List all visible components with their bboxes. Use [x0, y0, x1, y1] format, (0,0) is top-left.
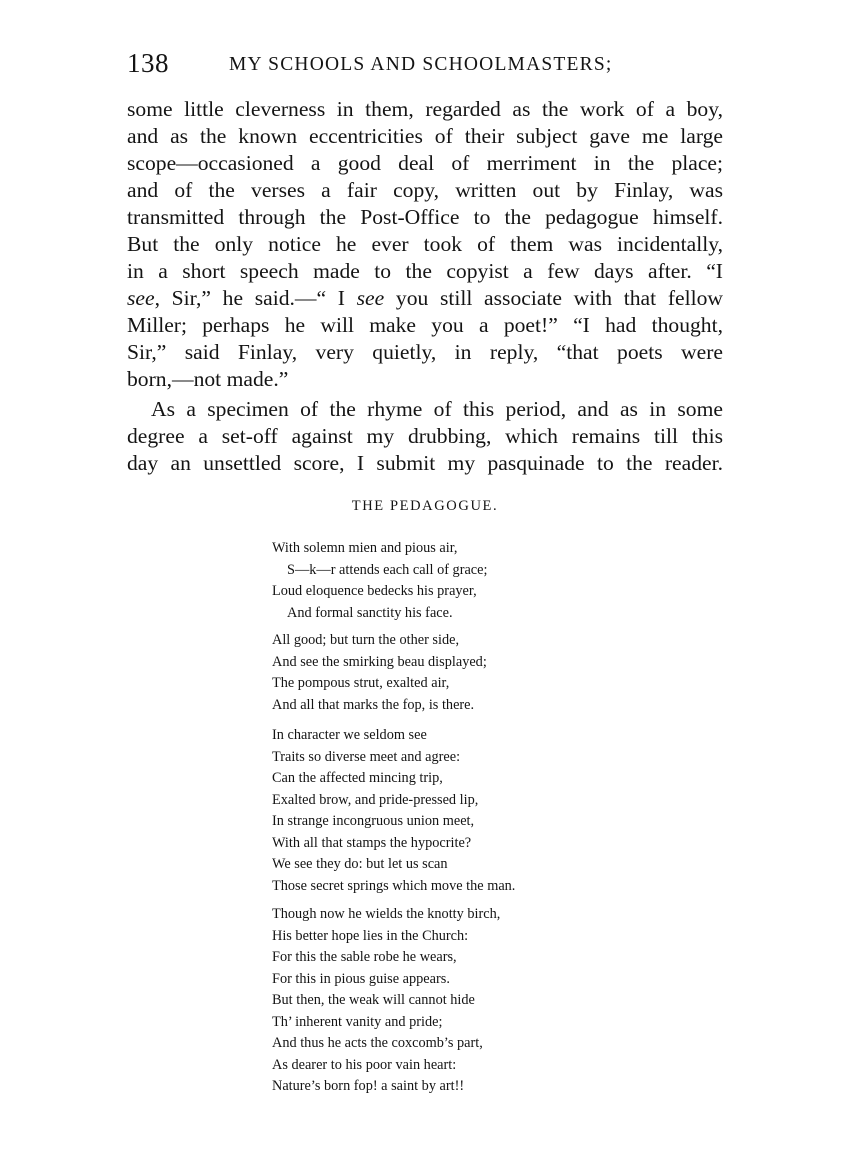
running-title: MY SCHOOLS AND SCHOOLMASTERS;	[229, 54, 613, 75]
poem-stanza	[272, 538, 487, 624]
poem-stanza	[272, 904, 500, 1098]
verse-line: The pompous strut, exalted air,	[272, 675, 450, 691]
verse-line: For this the sable robe he wears,	[272, 949, 457, 965]
verse-line: With all that stamps the hypocrite?	[272, 834, 472, 851]
page-number: 138	[127, 48, 169, 78]
verse-line: Traits so diverse meet and agree:	[272, 748, 461, 765]
verse-line: Th’ inherent vanity and pride;	[272, 1013, 443, 1030]
text-line: born,—not made.”	[127, 367, 289, 391]
verse-line: As dearer to his poor vain heart:	[272, 1056, 457, 1073]
poem-stanza	[272, 630, 487, 716]
running-header	[127, 48, 722, 80]
text-run: you still associate with that fellow	[384, 286, 723, 310]
emphasis: see	[127, 286, 155, 310]
verse-line: Exalted brow, and pride-pressed lip,	[272, 791, 479, 808]
verse-line: Those secret springs which move the man.	[272, 877, 516, 894]
verse-line: His better hope lies in the Church:	[272, 927, 469, 944]
paragraph	[127, 96, 723, 393]
text-line: and as the known eccentricities of their subject gave me large	[127, 124, 723, 148]
text-line: scope—occasioned a good deal of merriment in the place;	[127, 151, 723, 175]
verse-line: All good; but turn the other side,	[272, 632, 460, 648]
text-line: day an unsettled score, I submit my pasquinade to the reader.	[127, 451, 723, 475]
verse-line: But then, the weak will cannot hide	[272, 992, 475, 1008]
text-line: degree a set-off against my drubbing, which remains till this	[127, 424, 723, 448]
text-line: in a short speech made to the copyist a few days after. “I	[127, 259, 723, 283]
emphasis: see	[356, 286, 385, 310]
text-line: Miller; perhaps he will make you a poet!” “I had thought,	[127, 313, 723, 337]
verse-line: Though now he wields the knotty birch,	[272, 906, 501, 922]
verse-line: And thus he acts the coxcomb’s part,	[272, 1035, 483, 1051]
verse-line: Can the affected mincing trip,	[272, 770, 443, 786]
text-line: some little cleverness in them, regarded as the work of a boy,	[127, 97, 723, 121]
verse-line: In strange incongruous union meet,	[272, 813, 475, 829]
text-line: As a specimen of the rhyme of this period, and as in some	[151, 397, 723, 421]
verse-line: And see the smirking beau displayed;	[272, 653, 487, 670]
verse-line: Nature’s born fop! a saint by art!!	[272, 1078, 465, 1094]
verse-line: And formal sanctity his face.	[287, 604, 453, 621]
paragraph	[127, 396, 723, 477]
verse-line: We see they do: but let us scan	[272, 856, 448, 872]
poem-title: THE PEDAGOGUE.	[351, 498, 499, 514]
text-run: , Sir,” he said.—“ I	[154, 286, 357, 310]
verse-line: For this in pious guise appears.	[272, 970, 450, 987]
text-line: But the only notice he ever took of them was incidentally,	[127, 232, 723, 256]
text-line: Sir,” said Finlay, very quietly, in reply, “that poets were	[127, 340, 723, 364]
verse-line: With solemn mien and pious air,	[272, 540, 458, 556]
text-line	[127, 285, 723, 312]
verse-line: And all that marks the fop, is there.	[272, 696, 475, 713]
text-line: transmitted through the Post-Office to the pedagogue himself.	[127, 205, 723, 229]
poem-stanza	[272, 725, 515, 897]
verse-line: In character we seldom see	[272, 727, 427, 743]
verse-line: Loud eloquence bedecks his prayer,	[272, 583, 477, 599]
text-line: and of the verses a fair copy, written out by Finlay, was	[127, 178, 723, 202]
verse-line: S—k—r attends each call of grace;	[287, 561, 488, 578]
